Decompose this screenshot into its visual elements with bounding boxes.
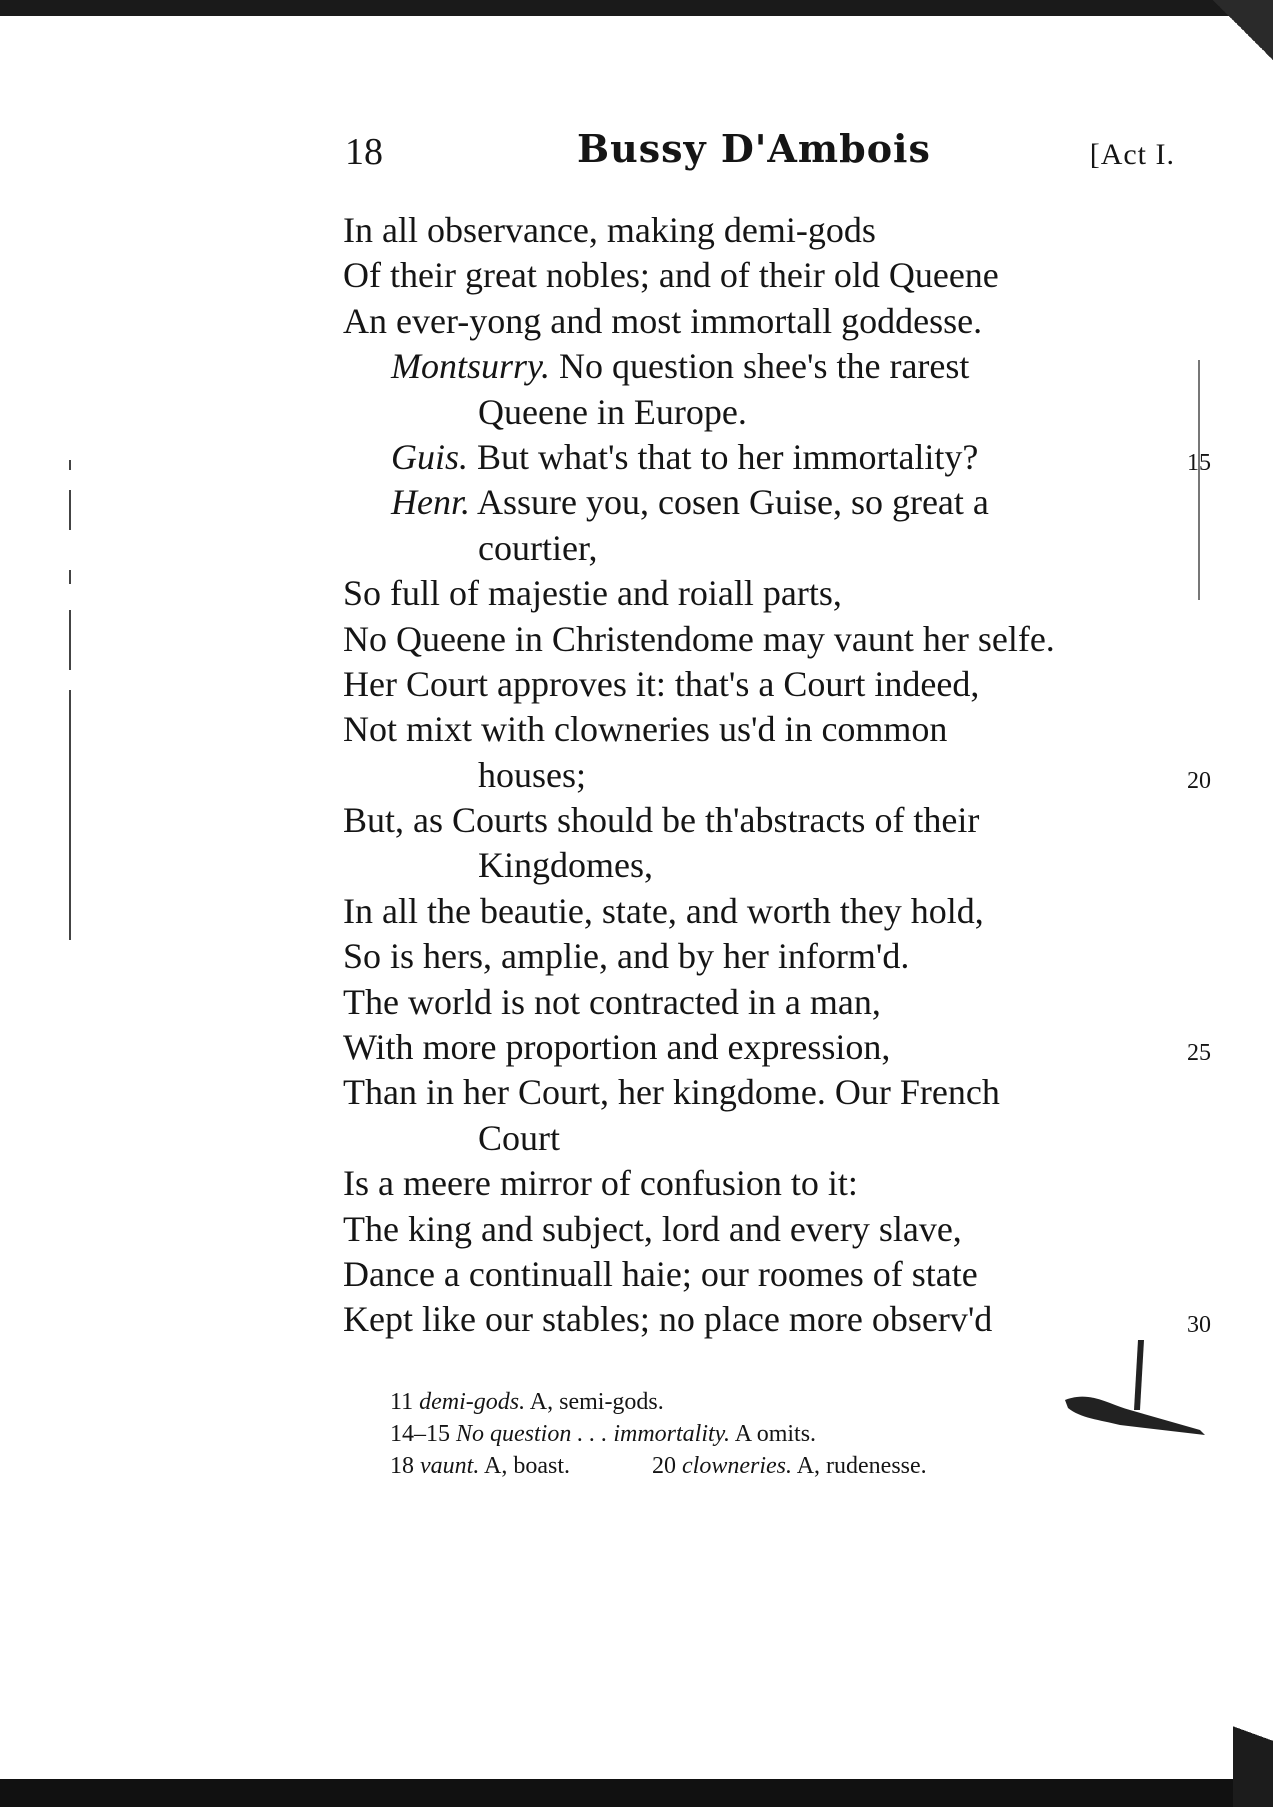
verse-line xyxy=(343,390,1173,435)
footnote-text: A, rudenesse. xyxy=(796,1453,927,1479)
footnote-number: 18 xyxy=(390,1453,414,1479)
footnotes xyxy=(390,1386,1150,1482)
verse-line-text: Is a meere mirror of confusion to it: xyxy=(343,1163,858,1204)
verse-line-text: houses; xyxy=(478,754,586,795)
footnote-lemma: vaunt. xyxy=(420,1453,480,1479)
footnote-number: 14–15 xyxy=(390,1421,450,1447)
footnote xyxy=(390,1386,1150,1418)
verse-line xyxy=(343,662,1173,707)
verse-line-text: So is hers, amplie, and by her inform'd. xyxy=(343,936,910,977)
verse-line xyxy=(343,299,1173,344)
line-number: 30 xyxy=(1187,1312,1211,1339)
verse-line xyxy=(343,798,1173,843)
verse-line-text: Than in her Court, her kingdome. Our French xyxy=(343,1072,1000,1113)
verse-line xyxy=(343,980,1173,1025)
footnote-lemma: clowneries. xyxy=(682,1453,792,1479)
scan-border-bottom xyxy=(0,1779,1273,1807)
verse-line-text: In all the beautie, state, and worth they hold, xyxy=(343,890,984,931)
page-header xyxy=(345,126,1175,176)
footnote-lemma: No question . . . immortality. xyxy=(456,1421,731,1447)
verse-line-text: Queene in Europe. xyxy=(478,391,747,432)
line-number: 20 xyxy=(1187,767,1211,794)
verse-line xyxy=(343,344,1173,389)
binding-marks xyxy=(62,460,78,940)
verse-line xyxy=(343,253,1173,298)
speaker-name: Henr. xyxy=(391,482,470,523)
verse-line-text: No Queene in Christendome may vaunt her selfe. xyxy=(343,618,1055,659)
verse-line-text: courtier, xyxy=(478,527,598,568)
verse-line-text: An ever-yong and most immortall goddesse. xyxy=(343,300,983,341)
verse-line xyxy=(343,1161,1173,1206)
act-label: [Act I. xyxy=(1089,138,1175,171)
verse-line xyxy=(343,1025,1211,1070)
line-number: 25 xyxy=(1187,1040,1211,1067)
running-title: Bussy D'Ambois xyxy=(577,126,931,171)
footnote-lemma: demi-gods. xyxy=(419,1389,526,1415)
verse-line-text: Kingdomes, xyxy=(478,845,653,886)
verse-line xyxy=(343,480,1173,525)
verse-line xyxy=(343,571,1173,616)
footnote-number: 11 xyxy=(390,1389,414,1415)
page-number: 18 xyxy=(345,131,383,173)
verse-line-text: Court xyxy=(478,1117,561,1158)
verse-line xyxy=(343,435,1211,480)
verse-line-text: Dance a continuall haie; our roomes of state xyxy=(343,1253,978,1294)
footnote xyxy=(390,1450,1150,1482)
verse-line-text: Assure you, cosen Guise, so great a xyxy=(477,482,989,523)
line-number: 15 xyxy=(1187,449,1211,476)
verse-line xyxy=(343,208,1173,253)
verse-line-text: But, as Courts should be th'abstracts of their xyxy=(343,800,980,841)
verse-line xyxy=(343,1207,1173,1252)
footnote-number: 20 xyxy=(652,1453,677,1479)
verse-text xyxy=(343,208,1211,1343)
verse-line-text: Her Court approves it: that's a Court indeed, xyxy=(343,663,980,704)
verse-line xyxy=(343,1070,1173,1115)
verse-line xyxy=(343,617,1173,662)
verse-line xyxy=(343,753,1211,798)
footnote xyxy=(390,1418,1150,1450)
verse-line xyxy=(343,934,1173,979)
verse-line-text: In all observance, making demi-gods xyxy=(343,210,876,250)
verse-line-text: Of their great nobles; and of their old Queene xyxy=(343,255,999,296)
speaker-name: Guis. xyxy=(391,436,469,477)
verse-line-text: With more proportion and expression, xyxy=(343,1027,891,1068)
verse-line xyxy=(343,843,1173,888)
verse-line-text: The king and subject, lord and every slave, xyxy=(343,1208,962,1249)
scan-border-top xyxy=(0,0,1273,16)
footnote-text: A, semi-gods. xyxy=(529,1389,664,1415)
verse-line-text: No question shee's the rarest xyxy=(559,346,970,387)
verse-line xyxy=(343,889,1173,934)
verse-line-text: But what's that to her immortality? xyxy=(477,436,979,477)
verse-line xyxy=(343,526,1173,571)
verse-line-text: Not mixt with clowneries us'd in common xyxy=(343,709,948,750)
verse-line xyxy=(343,1297,1211,1342)
footnote-text: A, boast. xyxy=(484,1453,571,1479)
verse-line xyxy=(343,1252,1173,1297)
verse-line-text: So full of majestie and roiall parts, xyxy=(343,573,842,614)
footnote-text: A omits. xyxy=(734,1421,817,1447)
verse-line xyxy=(343,1116,1173,1161)
scan-corner-bottom-right xyxy=(1233,1687,1273,1807)
verse-line xyxy=(343,707,1173,752)
speaker-name: Montsurry. xyxy=(391,346,551,387)
verse-line-text: Kept like our stables; no place more observ'd xyxy=(343,1299,993,1340)
verse-line-text: The world is not contracted in a man, xyxy=(343,981,881,1022)
ink-smudge xyxy=(1060,1330,1210,1450)
scan-corner-top-right xyxy=(1213,0,1273,60)
